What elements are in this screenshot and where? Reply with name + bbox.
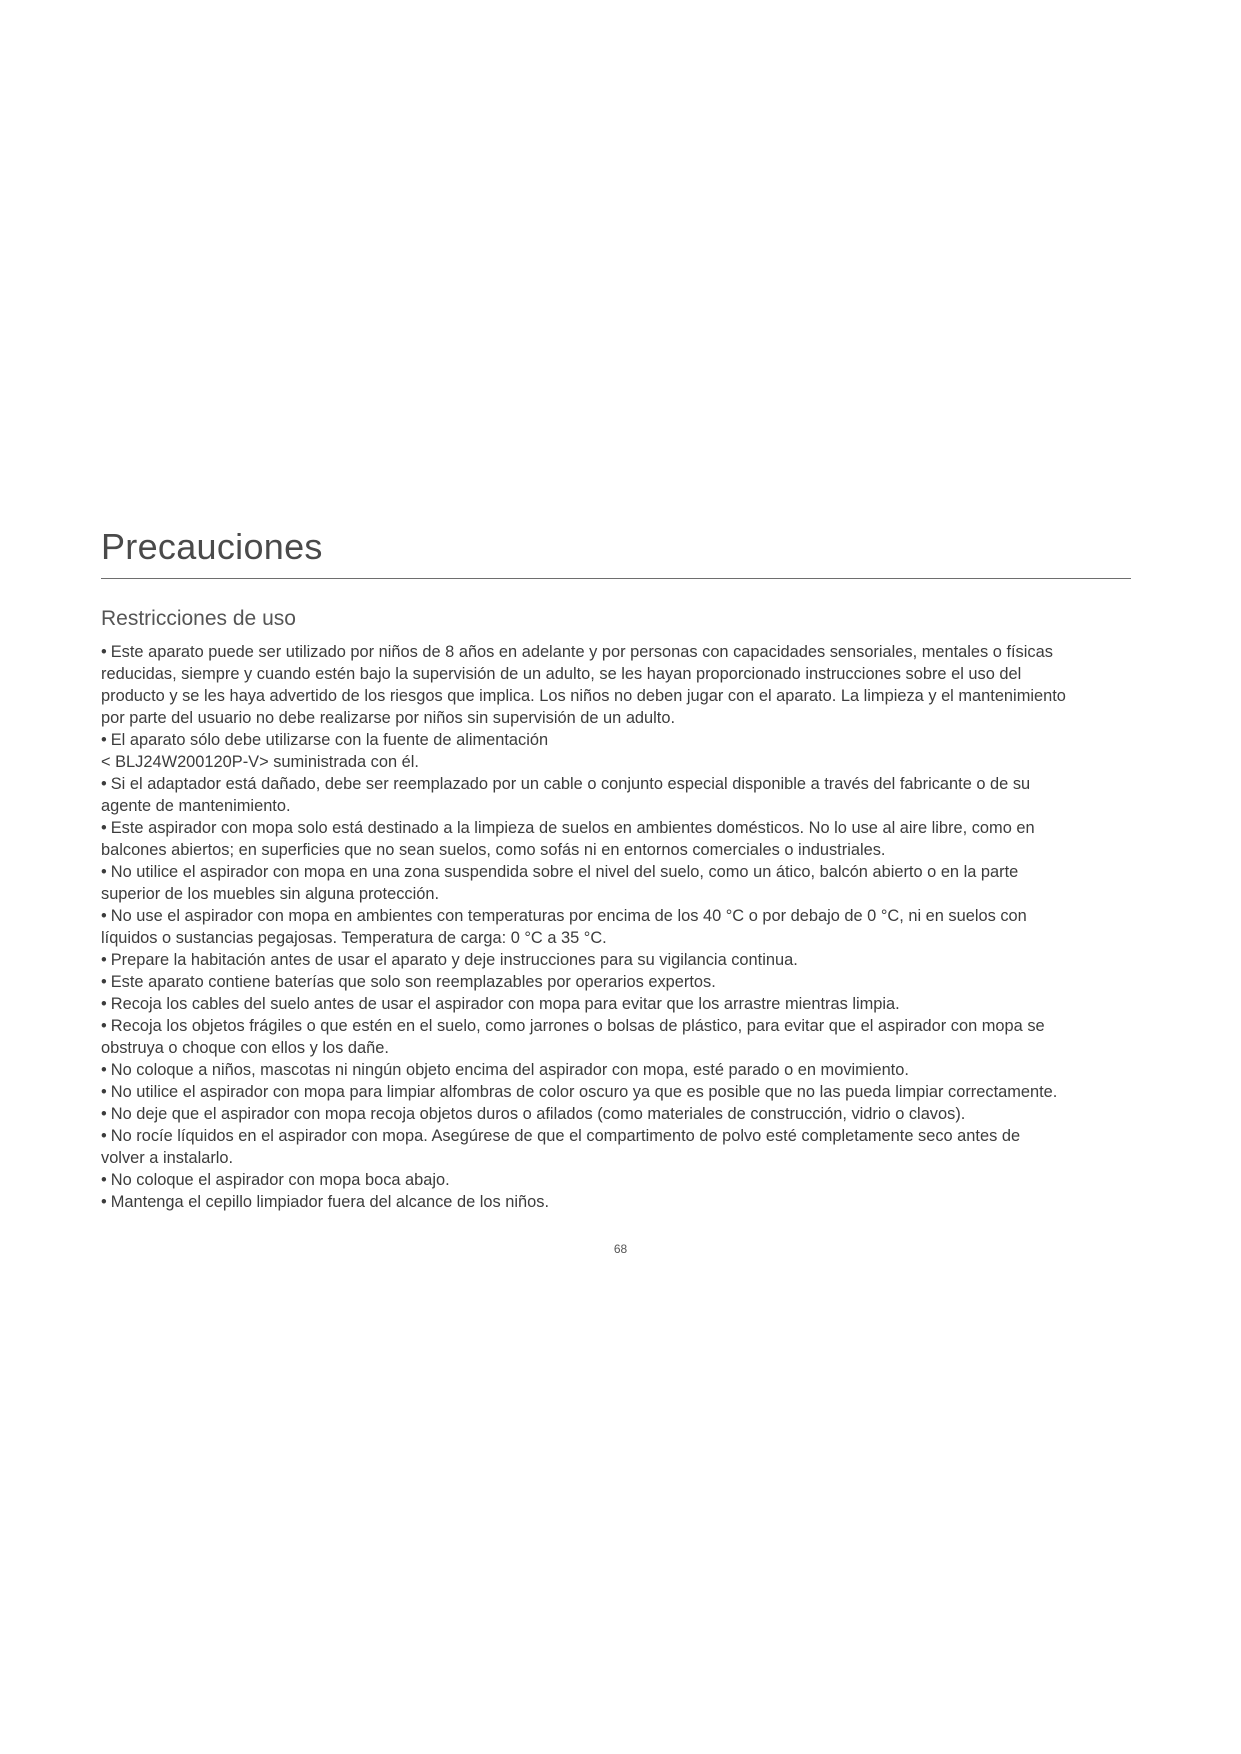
- list-item: [101, 1125, 1141, 1169]
- bullet-icon: •: [101, 973, 107, 991]
- list-item-line: [101, 1059, 1141, 1081]
- bullet-icon: •: [101, 1193, 107, 1211]
- list-item: [101, 1169, 1141, 1191]
- list-item-text: < BLJ24W200120P-V> suministrada con él.: [101, 753, 419, 771]
- list-item-text: obstruya o choque con ellos y los dañe.: [101, 1039, 389, 1057]
- list-item-text: Este aspirador con mopa solo está destinado a la limpieza de suelos en ambientes domésticos. No lo use al aire libre, como en: [110, 819, 1035, 837]
- list-item-text: No deje que el aspirador con mopa recoja objetos duros o afilados (como materiales de construcción, vidrio o clavos).: [110, 1105, 966, 1123]
- list-item: [101, 971, 1141, 993]
- list-item-line: [101, 729, 1141, 751]
- list-item-line: [101, 1147, 1141, 1169]
- list-item-text: volver a instalarlo.: [101, 1149, 234, 1167]
- list-item-line: [101, 795, 1141, 817]
- page-title: Precauciones: [101, 526, 323, 567]
- list-item-text: Mantenga el cepillo limpiador fuera del alcance de los niños.: [110, 1193, 550, 1211]
- list-item-text: Si el adaptador está dañado, debe ser reemplazado por un cable o conjunto especial disponible a través del fabricante o de su: [110, 775, 1031, 793]
- list-item-text: No utilice el aspirador con mopa para limpiar alfombras de color oscuro ya que es posible que no las pueda limpiar correctamente.: [110, 1083, 1058, 1101]
- list-item-text: No coloque el aspirador con mopa boca abajo.: [110, 1171, 450, 1189]
- list-item-text: Este aparato puede ser utilizado por niños de 8 años en adelante y por personas con capacidades sensoriales, mentales o físicas: [110, 643, 1053, 661]
- list-item-line: [101, 685, 1141, 707]
- list-item-line: [101, 1103, 1141, 1125]
- list-item: [101, 817, 1141, 861]
- list-item-line: [101, 707, 1141, 729]
- bullet-icon: •: [101, 731, 107, 749]
- list-item-text: superior de los muebles sin alguna protección.: [101, 885, 440, 903]
- list-item-line: [101, 817, 1141, 839]
- list-item-line: [101, 1081, 1141, 1103]
- list-item-text: No utilice el aspirador con mopa en una zona suspendida sobre el nivel del suelo, como un ático, balcón abierto o en la parte: [110, 863, 1019, 881]
- list-item-text: Prepare la habitación antes de usar el aparato y deje instrucciones para su vigilancia continua.: [110, 951, 798, 969]
- list-item-line: [101, 949, 1141, 971]
- bullet-icon: •: [101, 995, 107, 1013]
- list-item-text: Recoja los objetos frágiles o que estén en el suelo, como jarrones o bolsas de plástico, para evitar que el aspirador con mopa se: [110, 1017, 1045, 1035]
- list-item-text: No use el aspirador con mopa en ambientes con temperaturas por encima de los 40 °C o por debajo de 0 °C, ni en suelos con: [110, 907, 1027, 925]
- list-item-line: [101, 1191, 1141, 1213]
- list-item: [101, 729, 1141, 773]
- list-item-line: [101, 641, 1141, 663]
- list-item: [101, 949, 1141, 971]
- list-item-line: [101, 839, 1141, 861]
- list-item-text: El aparato sólo debe utilizarse con la fuente de alimentación: [110, 731, 549, 749]
- bullet-icon: •: [101, 863, 107, 881]
- list-item-line: [101, 971, 1141, 993]
- list-item: [101, 1191, 1141, 1213]
- page-number: 68: [613, 1242, 628, 1256]
- list-item: [101, 861, 1141, 905]
- bullet-icon: •: [101, 951, 107, 969]
- list-item: [101, 905, 1141, 949]
- list-item: [101, 1059, 1141, 1081]
- list-item-line: [101, 993, 1141, 1015]
- bullet-icon: •: [101, 1017, 107, 1035]
- list-item-line: [101, 883, 1141, 905]
- list-item-text: Este aparato contiene baterías que solo son reemplazables por operarios expertos.: [110, 973, 716, 991]
- list-item-text: Recoja los cables del suelo antes de usar el aspirador con mopa para evitar que los arrastre mientras limpia.: [110, 995, 900, 1013]
- list-item: [101, 1103, 1141, 1125]
- list-item: [101, 1015, 1141, 1059]
- list-item: [101, 993, 1141, 1015]
- bullet-icon: •: [101, 643, 107, 661]
- list-item: [101, 1081, 1141, 1103]
- list-item-line: [101, 927, 1141, 949]
- list-item-line: [101, 1169, 1141, 1191]
- bullet-icon: •: [101, 1127, 107, 1145]
- list-item-text: No rocíe líquidos en el aspirador con mopa. Asegúrese de que el compartimento de polvo esté completamente seco antes de: [110, 1127, 1021, 1145]
- list-item-line: [101, 773, 1141, 795]
- list-item-line: [101, 751, 1141, 773]
- list-item-text: líquidos o sustancias pegajosas. Temperatura de carga: 0 °C a 35 °C.: [101, 929, 607, 947]
- bullet-icon: •: [101, 1105, 107, 1123]
- bullet-icon: •: [101, 775, 107, 793]
- title-divider: [101, 578, 1131, 579]
- list-item-line: [101, 663, 1141, 685]
- list-item-text: reducidas, siempre y cuando estén bajo la supervisión de un adulto, se les hayan proporcionado instrucciones sobre el uso del: [101, 665, 1022, 683]
- bullet-icon: •: [101, 1083, 107, 1101]
- bullet-icon: •: [101, 819, 107, 837]
- list-item-line: [101, 1015, 1141, 1037]
- bullet-icon: •: [101, 1171, 107, 1189]
- section-heading: Restricciones de uso: [101, 607, 296, 630]
- precautions-list: [101, 641, 1141, 1213]
- bullet-icon: •: [101, 1061, 107, 1079]
- list-item-line: [101, 1125, 1141, 1147]
- list-item-text: agente de mantenimiento.: [101, 797, 291, 815]
- bullet-icon: •: [101, 907, 107, 925]
- list-item: [101, 773, 1141, 817]
- list-item-text: por parte del usuario no debe realizarse por niños sin supervisión de un adulto.: [101, 709, 676, 727]
- list-item-text: producto y se les haya advertido de los riesgos que implica. Los niños no deben jugar con el aparato. La limpieza y el mantenimiento: [101, 687, 1066, 705]
- list-item-text: No coloque a niños, mascotas ni ningún objeto encima del aspirador con mopa, esté parado o en movimiento.: [110, 1061, 909, 1079]
- list-item: [101, 641, 1141, 729]
- list-item-line: [101, 905, 1141, 927]
- list-item-text: balcones abiertos; en superficies que no sean suelos, como sofás ni en entornos comerciales o industriales.: [101, 841, 886, 859]
- list-item-line: [101, 1037, 1141, 1059]
- list-item-line: [101, 861, 1141, 883]
